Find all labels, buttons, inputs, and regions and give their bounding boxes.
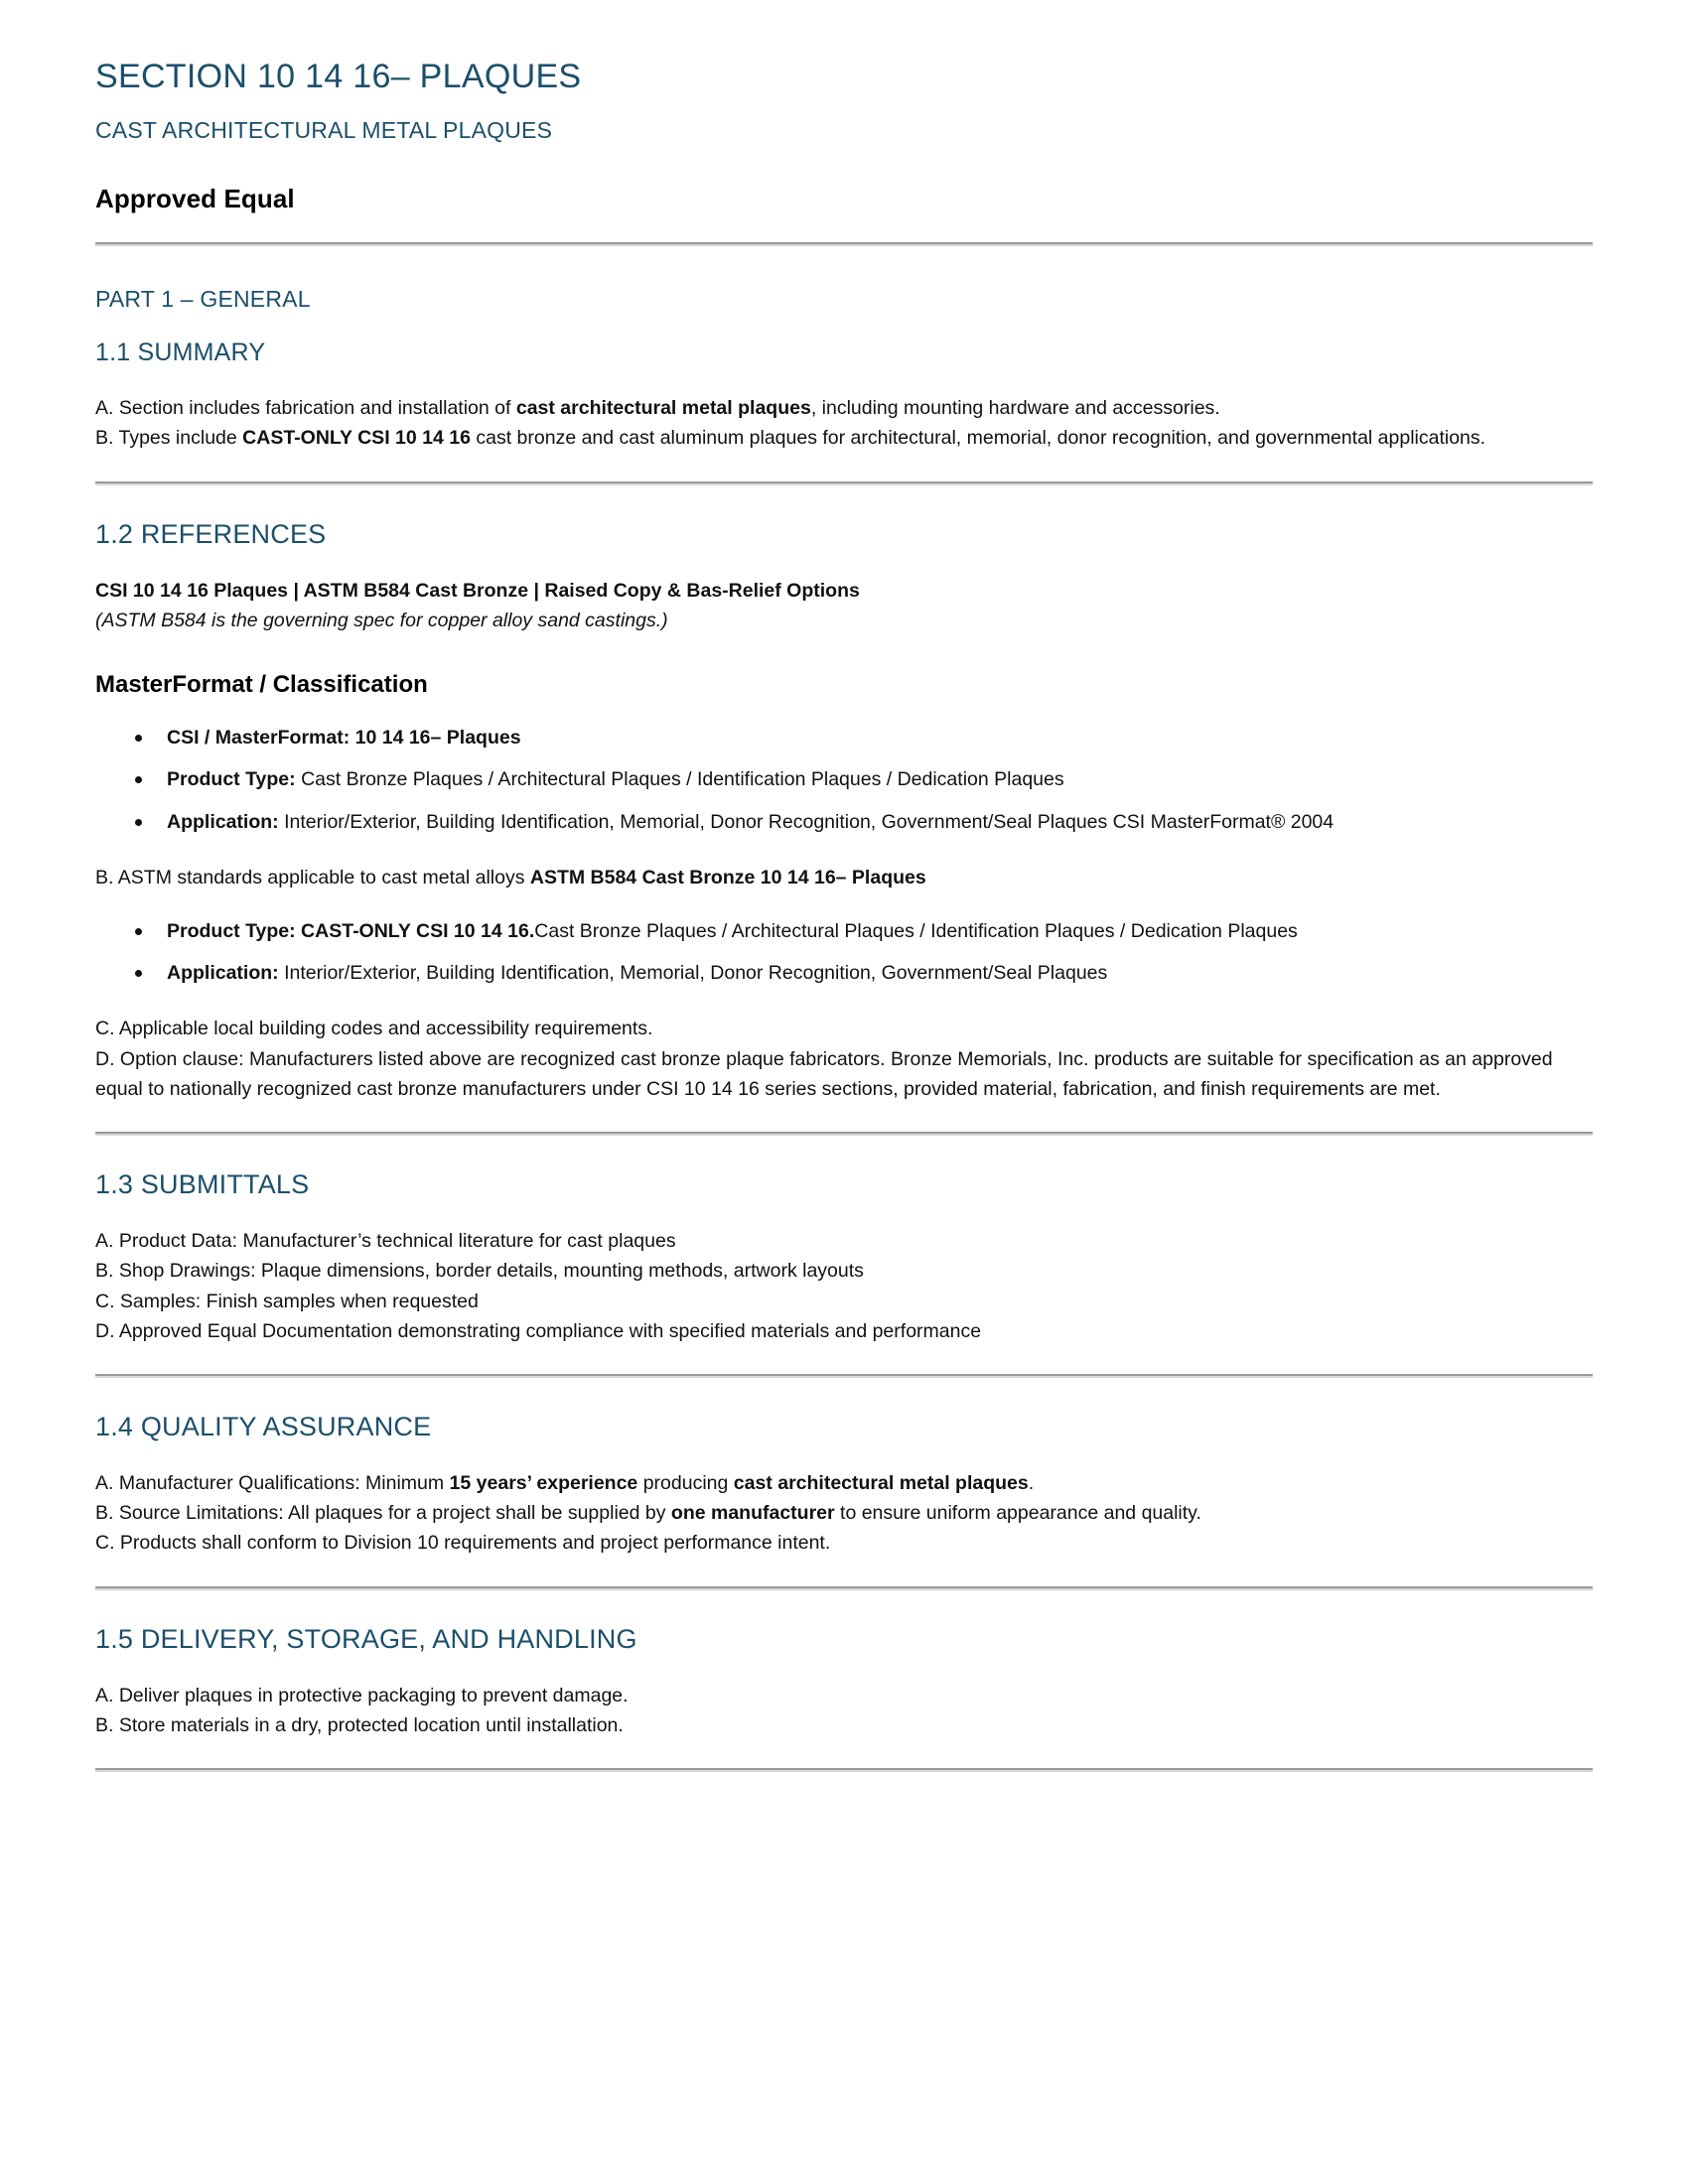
section-divider <box>95 242 1593 246</box>
bullet-label: Application: <box>167 810 279 833</box>
bullet-text: Cast Bronze Plaques / Architectural Plaques / Identification Plaques / Dedication Plaques <box>534 920 1298 942</box>
qa-item-a-mid: producing <box>637 1471 734 1494</box>
astm-line-prefix: B. ASTM standards applicable to cast metal alloys <box>95 866 530 888</box>
masterformat-heading: MasterFormat / Classification <box>95 671 428 699</box>
summary-item-b-bold: CAST-ONLY CSI 10 14 16 <box>242 427 471 450</box>
bullet-text: Interior/Exterior, Building Identification, Memorial, Donor Recognition, Government/Seal Plaques CSI MasterFormat® 2004 <box>278 810 1335 833</box>
qa-item-a-bold1: 15 years’ experience <box>449 1471 638 1494</box>
references-item-c: C. Applicable local building codes and accessibility requirements. <box>95 1018 653 1040</box>
references-standards <box>95 576 1593 635</box>
submittals-item-b: B. Shop Drawings: Plaque dimensions, border details, mounting methods, artwork layouts <box>95 1260 864 1283</box>
references-closing <box>95 1014 1593 1104</box>
summary-item-a-prefix: A. Section includes fabrication and installation of <box>95 397 516 420</box>
summary-item-b-prefix: B. Types include <box>95 427 243 450</box>
bullet-text: Interior/Exterior, Building Identification, Memorial, Donor Recognition, Government/Seal Plaques <box>278 962 1108 985</box>
section-divider <box>95 481 1593 485</box>
summary-body <box>95 393 1593 453</box>
summary-item-b-suffix: cast bronze and cast aluminum plaques for architectural, memorial, donor recognition, and governmental applications. <box>470 427 1486 450</box>
astm-bullet-list <box>95 916 1593 988</box>
bullet-label: CSI / MasterFormat: 10 14 16– Plaques <box>167 727 521 750</box>
qa-item-a-prefix: A. Manufacturer Qualifications: Minimum <box>95 1471 450 1494</box>
page-subtitle: CAST ARCHITECTURAL METAL PLAQUES <box>95 116 553 143</box>
submittals-item-c: C. Samples: Finish samples when requested <box>95 1290 479 1312</box>
references-standards-line <box>95 576 1593 606</box>
section-divider <box>95 1132 1593 1136</box>
bullet-label: Application: <box>167 962 279 985</box>
summary-item-b <box>95 423 1593 453</box>
references-item-d: D. Option clause: Manufacturers listed above are recognized cast bronze plaque fabricators. Bronze Memorials, Inc. products are suitable for specification as an approved equal to nationally recognized cast bronze manufacturers under CSI 10 14 16 series sections, provided material, fabrication, and finish requirements are met. <box>95 1047 1553 1100</box>
delivery-item-a: A. Deliver plaques in protective packaging to prevent damage. <box>95 1684 629 1706</box>
list-item <box>167 958 1593 988</box>
section-heading-summary: 1.1 SUMMARY <box>95 339 266 367</box>
section-heading-delivery: 1.5 DELIVERY, STORAGE, AND HANDLING <box>95 1623 637 1654</box>
delivery-body <box>95 1681 1593 1740</box>
qa-item-a <box>95 1468 1593 1498</box>
list-item <box>167 916 1593 946</box>
qa-item-b-suffix: to ensure uniform appearance and quality. <box>834 1502 1201 1525</box>
section-heading-references: 1.2 REFERENCES <box>95 518 327 549</box>
masterformat-bullet-list <box>95 723 1593 837</box>
submittals-item-a: A. Product Data: Manufacturer’s technical literature for cast plaques <box>95 1230 676 1253</box>
references-standards-text: CSI 10 14 16 Plaques | ASTM B584 Cast Bronze | Raised Copy & Bas-Relief Options <box>95 579 860 602</box>
qa-item-a-bold2: cast architectural metal plaques <box>733 1471 1029 1494</box>
list-item <box>167 807 1593 837</box>
list-item <box>167 764 1593 794</box>
astm-standards-paragraph <box>95 863 1593 892</box>
quality-assurance-body <box>95 1468 1593 1559</box>
qa-item-b-bold: one manufacturer <box>670 1502 835 1525</box>
delivery-item-b: B. Store materials in a dry, protected location until installation. <box>95 1713 624 1736</box>
summary-item-a-bold: cast architectural metal plaques <box>515 397 811 420</box>
submittals-item-d: D. Approved Equal Documentation demonstrating compliance with specified materials and performance <box>95 1319 982 1342</box>
qa-item-b-prefix: B. Source Limitations: All plaques for a project shall be supplied by <box>95 1502 671 1525</box>
qa-item-c: C. Products shall conform to Division 10 requirements and project performance intent. <box>95 1532 831 1555</box>
section-divider <box>95 1374 1593 1378</box>
section-heading-submittals: 1.3 SUBMITTALS <box>95 1169 310 1200</box>
part-heading: PART 1 – GENERAL <box>95 286 311 313</box>
section-divider <box>95 1768 1593 1772</box>
list-item <box>167 723 1593 752</box>
bullet-label: Product Type: <box>167 768 296 791</box>
approved-equal-heading: Approved Equal <box>95 184 295 214</box>
references-standards-note: (ASTM B584 is the governing spec for copper alloy sand castings.) <box>95 609 668 631</box>
page-title: SECTION 10 14 16– PLAQUES <box>95 58 582 95</box>
astm-line-bold: ASTM B584 Cast Bronze 10 14 16– Plaques <box>529 866 926 888</box>
summary-item-a-suffix: , including mounting hardware and accessories. <box>810 397 1220 420</box>
summary-item-a <box>95 393 1593 423</box>
section-heading-quality-assurance: 1.4 QUALITY ASSURANCE <box>95 1411 432 1441</box>
qa-item-a-suffix: . <box>1028 1471 1035 1494</box>
qa-item-b <box>95 1498 1593 1528</box>
submittals-body <box>95 1226 1593 1346</box>
section-divider <box>95 1586 1593 1590</box>
astm-standards-line <box>95 863 1593 892</box>
bullet-text: Cast Bronze Plaques / Architectural Plaques / Identification Plaques / Dedication Plaques <box>295 768 1064 791</box>
bullet-label: Product Type: CAST-ONLY CSI 10 14 16. <box>167 920 535 942</box>
